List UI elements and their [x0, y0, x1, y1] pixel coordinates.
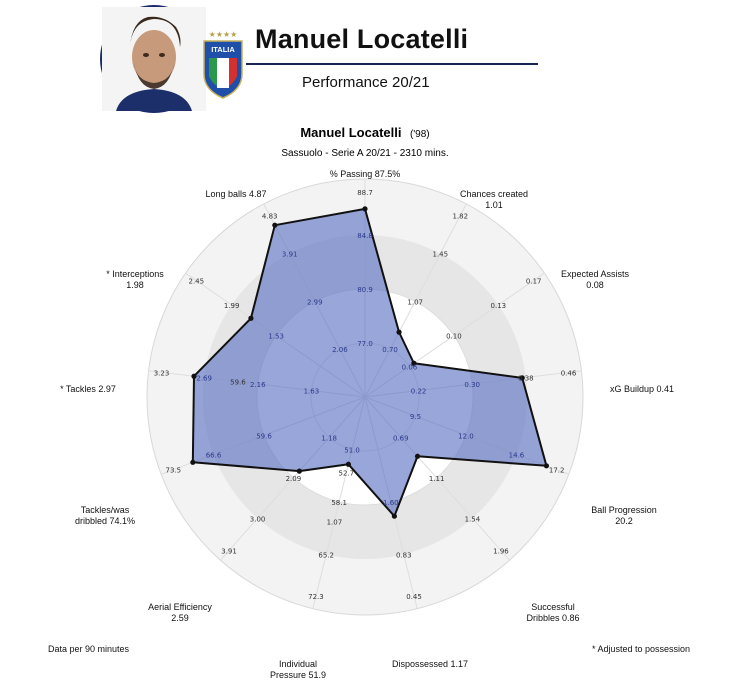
radar-tick-label: 58.1: [331, 498, 347, 507]
chart-subtitle: Sassuolo - Serie A 20/21 - 2310 mins.: [281, 148, 449, 159]
radar-tick-label: 0.06: [401, 363, 418, 372]
radar-point: [346, 462, 351, 467]
radar-axis-label: xG Buildup 0.41: [609, 384, 675, 394]
radar-tick-label: 1.45: [432, 250, 449, 259]
radar-tick-label: 66.6: [205, 451, 222, 460]
badge-text: ITALIA: [211, 45, 235, 54]
badge-stars: ★★★★: [208, 30, 238, 39]
radar-tick-label: 4.83: [261, 212, 278, 221]
radar-tick-label: 1.60: [383, 498, 399, 507]
radar-tick-label: 14.6: [508, 451, 525, 460]
chart-title: [300, 124, 429, 141]
radar-tick-label: 2.45: [188, 277, 205, 286]
radar-tick-label: 0.69: [393, 434, 409, 443]
player-avatar: [100, 5, 208, 113]
radar-tick-label: 59.6: [256, 432, 272, 441]
footnote-right: * Adjusted to possession: [592, 644, 691, 654]
radar-tick-label: 77.0: [357, 340, 373, 348]
radar-tick-label: 80.9: [357, 286, 373, 294]
radar-tick-label: 65.2: [318, 551, 335, 560]
radar-tick-label: 1.63: [303, 387, 320, 396]
radar-axis-label: * Tackles 2.97: [60, 384, 116, 394]
radar-tick-label: 3.91: [281, 250, 298, 259]
radar-tick-label: 2.06: [332, 346, 348, 355]
radar-tick-label: 2.16: [249, 380, 266, 389]
radar-tick-label: 0.45: [406, 593, 422, 602]
radar-axis-label: Dispossessed 1.17: [391, 659, 469, 669]
radar-tick-label: 1.96: [493, 547, 509, 556]
radar-point: [396, 330, 401, 335]
radar-tick-label: 0.22: [410, 387, 427, 396]
radar-point: [362, 206, 367, 211]
radar-tick-label: 59.6: [230, 378, 246, 387]
radar-tick-label: 17.2: [548, 466, 565, 475]
radar-tick-label: 0.70: [382, 346, 398, 355]
radar-axis-label: Individual Pressure 51.9: [269, 659, 327, 680]
avatar-portrait-icon: [102, 7, 206, 111]
radar-tick-label: 88.7: [357, 189, 373, 197]
italia-badge-icon: [200, 28, 246, 100]
player-name: Manuel Locatelli: [255, 24, 469, 54]
radar-tick-label: 0.30: [464, 380, 481, 389]
radar-tick-label: 3.91: [221, 547, 237, 556]
radar-tick-label: 73.5: [165, 466, 182, 475]
radar-axis-label: Expected Assists 0.08: [560, 269, 630, 290]
radar-tick-label: 1.82: [452, 212, 469, 221]
radar-axis-label: Ball Progression 20.2: [591, 505, 657, 526]
radar-tick-label: 0.10: [446, 332, 462, 341]
radar-axis-label: Aerial Efficiency 2.59: [148, 602, 212, 623]
chart-title-name: Manuel Locatelli: [300, 125, 402, 140]
footnote-left: Data per 90 minutes: [48, 644, 130, 654]
radar-tick-label: 2.99: [307, 298, 323, 307]
radar-tick-label: 2.69: [196, 374, 212, 383]
radar-point: [297, 469, 302, 474]
radar-tick-label: 72.3: [308, 593, 324, 602]
radar-tick-label: 1.11: [428, 474, 445, 483]
radar-axis-label: Successful Dribbles 0.86: [526, 602, 580, 623]
radar-tick-label: 2.09: [285, 474, 302, 483]
radar-tick-label: 0.13: [490, 301, 507, 310]
radar-tick-label: 1.99: [223, 301, 240, 310]
radar-tick-label: 1.07: [326, 518, 343, 527]
radar-axis-label: * Interceptions 1.98: [106, 269, 164, 290]
header: [0, 0, 730, 120]
radar-axis-label: Long balls 4.87: [205, 189, 267, 199]
radar-tick-label: 0.83: [395, 551, 412, 560]
radar-tick-label: 51.0: [344, 446, 360, 455]
radar-tick-label: 0.38: [518, 374, 534, 383]
radar-point: [272, 223, 277, 228]
radar-point: [190, 460, 195, 465]
radar-tick-label: 84.8: [357, 232, 373, 240]
radar-axis-label: Tackles/was dribbled 74.1%: [74, 505, 136, 526]
radar-tick-label: 1.07: [407, 298, 423, 307]
radar-tick-label: 1.53: [268, 332, 284, 341]
radar-tick-label: 52.7: [338, 469, 355, 478]
radar-point: [392, 514, 397, 519]
radar-tick-label: 3.00: [249, 515, 266, 524]
radar-point: [248, 316, 253, 321]
radar-tick-label: 0.46: [560, 369, 577, 378]
radar-point: [415, 454, 420, 459]
radar-tick-label: 1.54: [464, 515, 481, 524]
performance-subtitle: Performance 20/21: [302, 74, 430, 91]
radar-tick-label: 1.18: [321, 434, 337, 443]
radar-axis-label: % Passing 87.5%: [329, 169, 401, 179]
radar-tick-label: 12.0: [458, 432, 474, 441]
title-divider: [246, 63, 538, 65]
radar-axis-label: Chances created 1.01: [459, 189, 529, 210]
chart-title-suffix: ('98): [409, 129, 430, 140]
radar-tick-label: 0.17: [525, 277, 542, 286]
radar-tick-label: 9.5: [409, 413, 422, 422]
radar-tick-label: 3.23: [153, 369, 170, 378]
